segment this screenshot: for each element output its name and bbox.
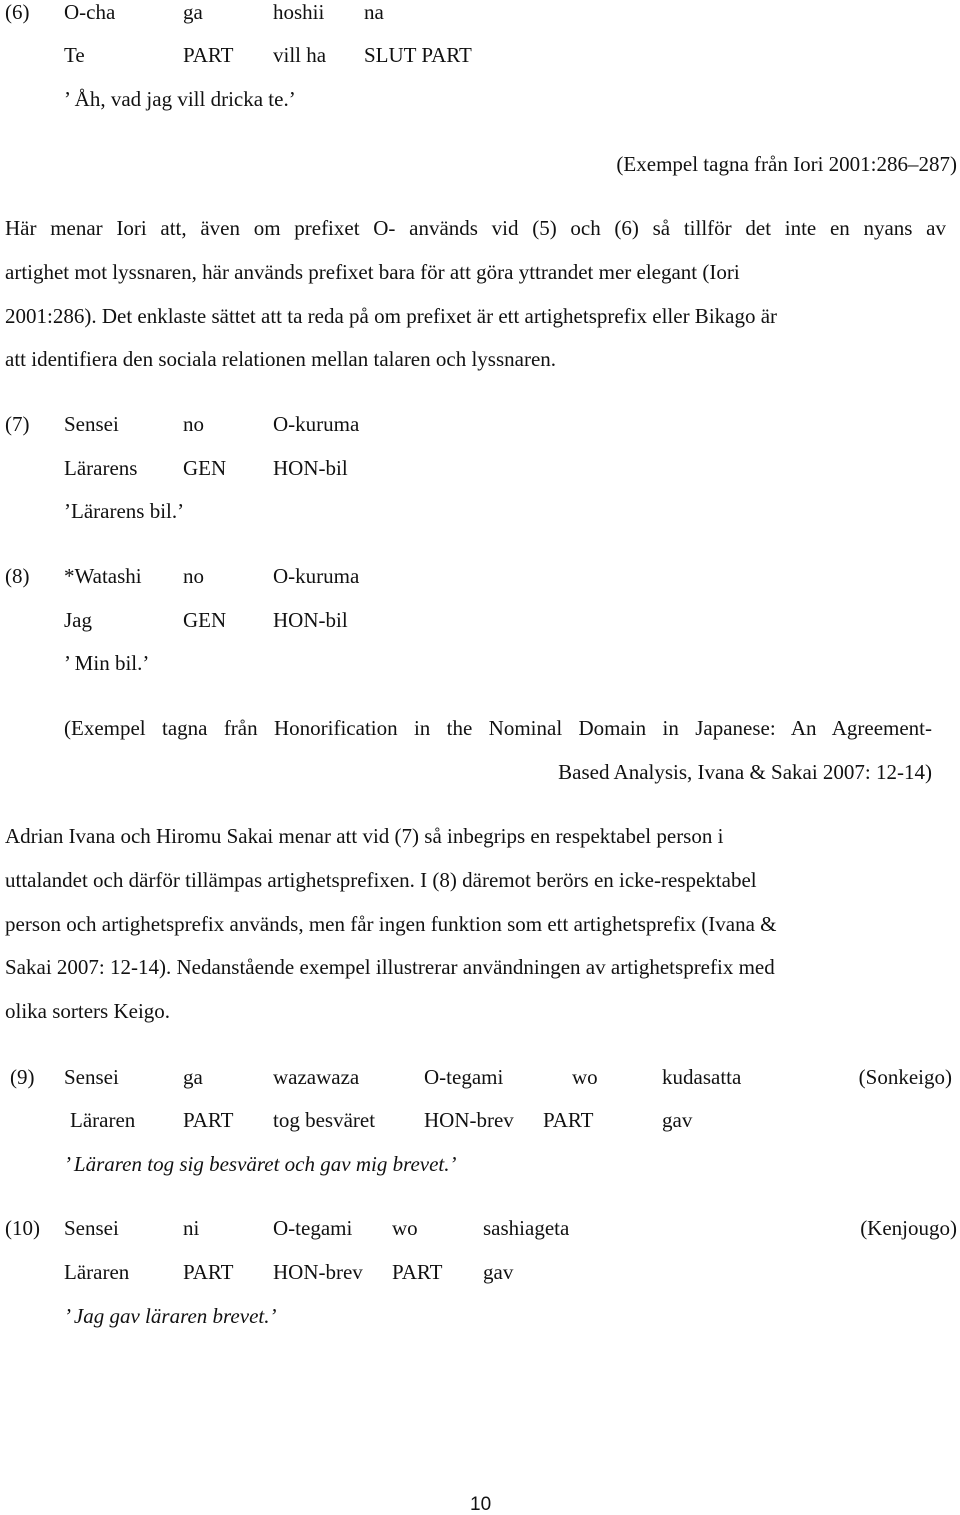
gloss-word: PART: [183, 43, 234, 67]
paragraph-line: Adrian Ivana och Hiromu Sakai menar att vid (7) så inbegrips en respektabel person i: [5, 824, 724, 848]
gloss-word: no: [183, 412, 204, 436]
gloss-word: gav: [483, 1260, 514, 1284]
gloss-word: gav: [662, 1108, 693, 1132]
example-number: (8): [5, 564, 30, 588]
gloss-word: HON-bil: [273, 608, 348, 632]
paragraph-line: Sakai 2007: 12-14). Nedanstående exempel illustrerar användningen av artighetsprefix med: [5, 955, 775, 979]
gloss-word: GEN: [183, 456, 227, 480]
gloss-word: SLUT PART: [364, 43, 472, 67]
gloss-word: na: [364, 0, 384, 24]
gloss-word: ni: [183, 1216, 200, 1240]
gloss-word: O-cha: [64, 0, 116, 24]
gloss-word: O-kuruma: [273, 564, 360, 588]
example-number: (9): [10, 1065, 35, 1089]
gloss-word: Sensei: [64, 1216, 119, 1240]
gloss-word: wo: [392, 1216, 418, 1240]
example-number: (7): [5, 412, 30, 436]
gloss-word: GEN: [183, 608, 227, 632]
gloss-word: vill ha: [273, 43, 327, 67]
paragraph-line: att identifiera den sociala relationen mellan talaren och lyssnaren.: [5, 347, 557, 371]
example-number: (6): [5, 0, 30, 24]
gloss-word: Läraren: [64, 1260, 130, 1284]
gloss-word: O-tegami: [273, 1216, 353, 1240]
gloss-word: HON-brev: [424, 1108, 514, 1132]
gloss-word: Sensei: [64, 1065, 119, 1089]
gloss-word: HON-brev: [273, 1260, 363, 1284]
paragraph-line: Här menar Iori att, även om prefixet O- används vid (5) och (6) så tillför det inte en nyans av: [5, 216, 946, 240]
keigo-type-label: (Sonkeigo): [858, 1065, 952, 1089]
gloss-word: wo: [572, 1065, 598, 1089]
gloss-word: PART: [183, 1108, 234, 1132]
gloss-word: Sensei: [64, 412, 119, 436]
gloss-word: kudasatta: [662, 1065, 742, 1089]
gloss-word: Läraren: [70, 1108, 136, 1132]
source-citation: (Exempel tagna från Iori 2001:286–287): [616, 152, 957, 176]
keigo-type-label: (Kenjougo): [860, 1216, 957, 1240]
gloss-word: ga: [183, 1065, 203, 1089]
example-translation: ’Lärarens bil.’: [64, 499, 185, 523]
example-translation: ’ Min bil.’: [64, 651, 150, 675]
gloss-word: wazawaza: [273, 1065, 360, 1089]
example-translation: ’ Läraren tog sig besväret och gav mig brevet.’: [64, 1152, 457, 1176]
gloss-word: PART: [183, 1260, 234, 1284]
gloss-word: PART: [543, 1108, 594, 1132]
gloss-word: sashiageta: [483, 1216, 570, 1240]
example-translation: ’ Jag gav läraren brevet.’: [64, 1304, 277, 1328]
gloss-word: Jag: [64, 608, 92, 632]
gloss-word: PART: [392, 1260, 443, 1284]
gloss-word: no: [183, 564, 204, 588]
gloss-word: tog besväret: [273, 1108, 376, 1132]
paragraph-line: person och artighetsprefix används, men får ingen funktion som ett artighetsprefix (Ivana &: [5, 912, 777, 936]
gloss-word: hoshii: [273, 0, 325, 24]
gloss-word: Te: [64, 43, 85, 67]
gloss-word: ga: [183, 0, 203, 24]
paragraph-line: uttalandet och därför tillämpas artighetsprefixen. I (8) däremot berörs en icke-respektabel: [5, 868, 757, 892]
source-citation-line: Based Analysis, Ivana & Sakai 2007: 12-14): [558, 760, 932, 784]
gloss-word: O-kuruma: [273, 412, 360, 436]
example-translation: ’ Åh, vad jag vill dricka te.’: [64, 87, 296, 111]
example-number: (10): [5, 1216, 40, 1240]
source-citation-line: (Exempel tagna från Honorification in the Nominal Domain in Japanese: An Agreement-: [64, 716, 932, 740]
page-number: 10: [470, 1494, 492, 1515]
paragraph-line: 2001:286). Det enklaste sättet att ta reda på om prefixet är ett artighetsprefix eller Bikago är: [5, 304, 778, 328]
paragraph-line: olika sorters Keigo.: [5, 999, 171, 1023]
gloss-word: Lärarens: [64, 456, 138, 480]
gloss-word: HON-bil: [273, 456, 348, 480]
gloss-word: *Watashi: [64, 564, 142, 588]
paragraph-line: artighet mot lyssnaren, här används prefixet bara för att göra yttrandet mer elegant (Iori: [5, 260, 740, 284]
gloss-word: O-tegami: [424, 1065, 504, 1089]
